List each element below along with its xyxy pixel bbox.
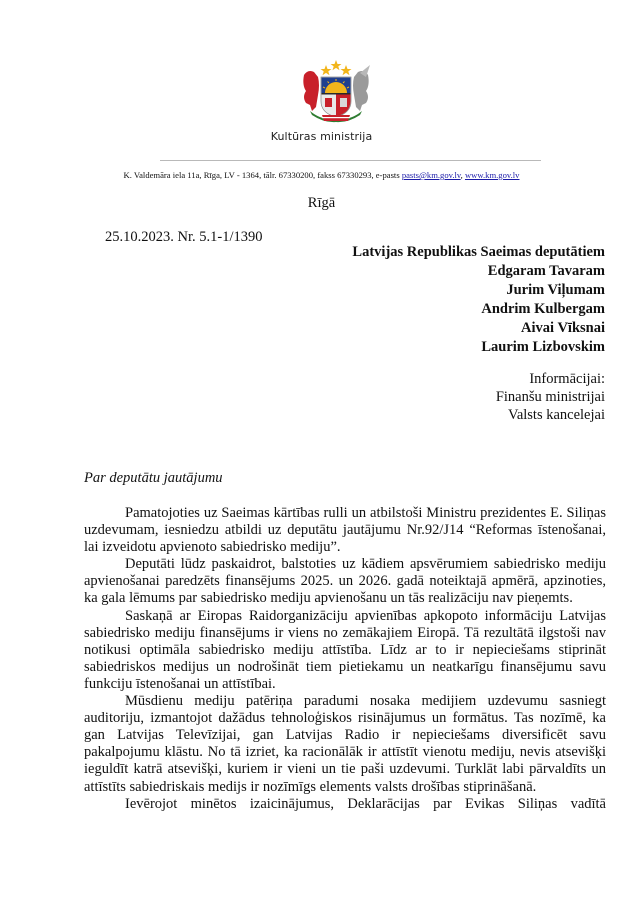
body-paragraph: Mūsdienu mediju patēriņa paradumi nosaka medijiem uzdevumu sasniegt auditoriju, izmantojot dažādus tehnoloģiskos risinājumus un formātus. Tas nozīmē, ka gan Latvijas Televīzijai, gan Latvijas Radio ir nepieciešams diversificēt savu pakalpojumu klāstu. No tā izriet, ka racionālāk ir attīstīt vienotu mediju, nevis atsevišķi ieguldīt katrā atsevišķi, kuriem ir vieni un tie paši uzdevumi. Turklāt labi pārvaldīts un attīstīts sabiedriskais medijs ir nozīmīgs elements valsts drošības stiprināšanā.: [84, 693, 606, 795]
email-link[interactable]: pasts@km.gov.lv: [401, 170, 461, 180]
date-reference-number: 25.10.2023. Nr. 5.1-1/1390: [105, 229, 263, 245]
body-paragraph: Saskaņā ar Eiropas Raidorganizāciju apvienības apkopoto informāciju Latvijas sabiedrisko mediju finansējums ir viens no zemākajiem Eiropā. Tā rezultātā ilgstoši nav notikusi optimāla sabiedrisko mediju attīstība. Līdz ar to ir nepieciešams stiprināt sabiedriskos medijus un nodrošināt tiem pietiekamu un neatkarīgu finansējumu savu funkciju īstenošanai un attīstībai.: [84, 607, 606, 692]
recipient-line: Aivai Vīksnai: [521, 320, 605, 336]
recipient-line: Latvijas Republikas Saeimas deputātiem: [352, 244, 605, 260]
info-recipient: Finanšu ministrijai: [495, 389, 605, 405]
recipient-line: Andrim Kulbergam: [481, 301, 605, 317]
info-recipient: Valsts kancelejai: [507, 407, 605, 423]
address-separator: ,: [460, 170, 465, 180]
recipients-block: [352, 243, 605, 357]
info-label: Informācijai:: [529, 371, 605, 387]
latvia-coat-of-arms-icon: [296, 55, 376, 123]
body-paragraph: Deputāti lūdz paskaidrot, balstoties uz kādiem apsvērumiem sabiedrisko mediju apvienošanai paredzēts finansējums 2025. un 2026. gadā noteiktajā apmērā, apzinoties, ka gala lēmums par sabiedrisko mediju apvienošanu un tās realizāciju nav pieņemts.: [84, 556, 606, 607]
header-divider: [160, 160, 541, 161]
address-line: [0, 170, 643, 180]
letter-subject: Par deputātu jautājumu: [84, 470, 223, 486]
recipient-line: Edgaram Tavaram: [487, 263, 605, 279]
city: Rīgā: [307, 195, 336, 211]
recipient-line: Jurim Viļumam: [506, 282, 605, 298]
ministry-name: Kultūras ministrija: [270, 130, 373, 143]
body-paragraph: Pamatojoties uz Saeimas kārtības rulli un atbilstoši Ministru prezidentes E. Siliņas uzdevumam, iesniedzu atbildi uz deputātu jautājumu Nr.92/J14 “Reformas īstenošanai, lai izveidotu apvienoto sabiedrisko mediju”.: [84, 505, 606, 556]
recipient-line: Laurim Lizbovskim: [481, 339, 605, 355]
for-information-block: [496, 370, 605, 424]
body-paragraph: Ievērojot minētos izaicinājumus, Deklarācijas par Evikas Siliņas vadītā: [125, 795, 606, 812]
website-link[interactable]: www.km.gov.lv: [464, 170, 520, 180]
address-text: K. Valdemāra iela 11a, Rīga, LV - 1364, tālr. 67330200, fakss 67330293, e-pasts: [123, 170, 402, 180]
letter-body: [84, 505, 606, 813]
